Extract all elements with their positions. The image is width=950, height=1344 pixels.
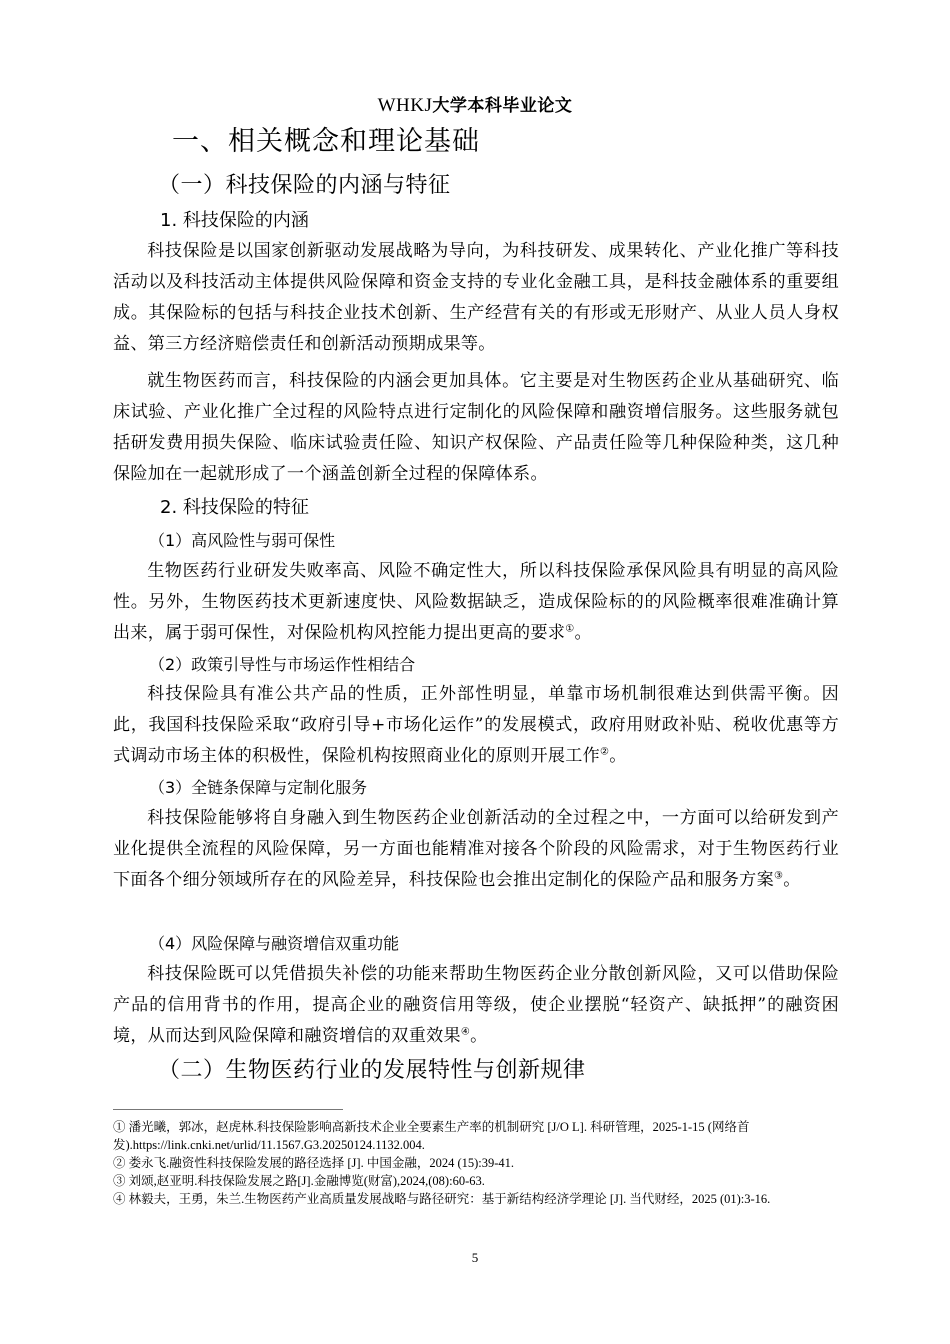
- feature-heading-1: （1）高风险性与弱可保性: [149, 531, 336, 550]
- paragraph-feature-2-text: 科技保险具有准公共产品的性质，正外部性明显，单靠市场机制很难达到供需平衡。因此，我国科技保险采取“政府引导+市场化运作”的发展模式，政府用财政补贴、税收优惠等方式调动市场主体的积极性，保险机构按照商业化的原则开展工作: [113, 684, 839, 766]
- heading-connotation: 1. 科技保险的内涵: [160, 210, 309, 231]
- paragraph-feature-4-text: 科技保险既可以凭借损失补偿的功能来帮助生物医药企业分散创新风险，又可以借助保险产品的信用背书的作用，提高企业的融资信用等级，使企业摆脱“轻资产、缺抵押”的融资困境，从而达到风险保障和融资增信的双重效果: [113, 964, 839, 1046]
- heading-features: 2. 科技保险的特征: [160, 497, 309, 518]
- paragraph-feature-1-end: 。: [574, 623, 592, 643]
- footnote-ref-3[interactable]: ③: [773, 870, 784, 882]
- paragraph-feature-1: [113, 556, 839, 649]
- footnote-1: ① 潘光曦，郭冰，赵虎林.科技保险影响高新技术企业全要素生产率的机制研究 [J/O L]. 科研管理，2025-1-15 (网络首发).https://link.cnki.net/urlid/11.1567.G3.20250124.1132.004.: [113, 1120, 750, 1152]
- section-heading-1: 一、相关概念和理论基础: [172, 126, 480, 157]
- paragraph-feature-3-end: 。: [783, 870, 801, 890]
- paragraph-feature-1-text: 生物医药行业研发失败率高、风险不确定性大，所以科技保险承保风险具有明显的高风险性。另外，生物医药技术更新速度快、风险数据缺乏，造成保险标的的风险概率很难准确计算出来，属于弱可保性，对保险机构风控能力提出更高的要求: [113, 561, 839, 643]
- paragraph-feature-4-end: 。: [470, 1026, 488, 1046]
- header-school-code: WHKJ: [377, 95, 433, 116]
- footnote-ref-4[interactable]: ④: [460, 1026, 471, 1038]
- feature-heading-2: （2）政策引导性与市场运作性相结合: [149, 655, 416, 674]
- paragraph-feature-3: [113, 803, 839, 896]
- paragraph-feature-3-text: 科技保险能够将自身融入到生物医药企业创新活动的全过程之中，一方面可以给研发到产业化提供全流程的风险保障，另一方面也能精准对接各个阶段的风险需求，对于生物医药行业下面各个细分领域所存在的风险差异，科技保险也会推出定制化的保险产品和服务方案: [113, 808, 839, 890]
- paragraph-feature-2-end: 。: [609, 746, 627, 766]
- footnote-ref-2[interactable]: ②: [600, 746, 610, 758]
- footnote-divider: [113, 1109, 343, 1110]
- footnote-2: ② 娄永飞.融资性科技保险发展的路径选择 [J]. 中国金融，2024 (15):39-41.: [113, 1156, 515, 1170]
- footnote-4: ④ 林毅夫，王勇，朱兰.生物医药产业高质量发展战略与路径研究：基于新结构经济学理论 [J]. 当代财经，2025 (01):3-16.: [113, 1192, 771, 1206]
- paragraph-definition: 科技保险是以国家创新驱动发展战略为导向，为科技研发、成果转化、产业化推广等科技活动以及科技活动主体提供风险保障和资金支持的专业化金融工具，是科技金融体系的重要组成。其保险标的包括与科技企业技术创新、生产经营有关的有形或无形财产、从业人员人身权益、第三方经济赔偿责任和创新活动预期成果等。: [113, 241, 839, 354]
- page-number: 5: [471, 1250, 479, 1265]
- running-header: [0, 94, 950, 118]
- header-thesis-label: 大学本科毕业论文: [432, 96, 573, 116]
- subsection-heading-2: （二）生物医药行业的发展特性与创新规律: [158, 1058, 586, 1083]
- subsection-heading-1: （一）科技保险的内涵与特征: [158, 173, 451, 198]
- paragraph-biomedicine: 就生物医药而言，科技保险的内涵会更加具体。它主要是对生物医药企业从基础研究、临床试验、产业化推广全过程的风险特点进行定制化的风险保障和融资增信服务。这些服务就包括研发费用损失保险、临床试验责任险、知识产权保险、产品责任险等几种保险种类，这几种保险加在一起就形成了一个涵盖创新全过程的保障体系。: [113, 371, 839, 484]
- footnote-3: ③ 刘颂,赵亚明.科技保险发展之路[J].金融博览(财富),2024,(08):60-63.: [113, 1174, 485, 1188]
- footnotes: [113, 1118, 833, 1208]
- paragraph-feature-2: [113, 679, 839, 772]
- footnote-ref-1[interactable]: ①: [565, 623, 575, 635]
- paragraph-feature-4: [113, 959, 839, 1052]
- feature-heading-3: （3）全链条保障与定制化服务: [149, 778, 368, 797]
- feature-heading-4: （4）风险保障与融资增信双重功能: [149, 934, 400, 953]
